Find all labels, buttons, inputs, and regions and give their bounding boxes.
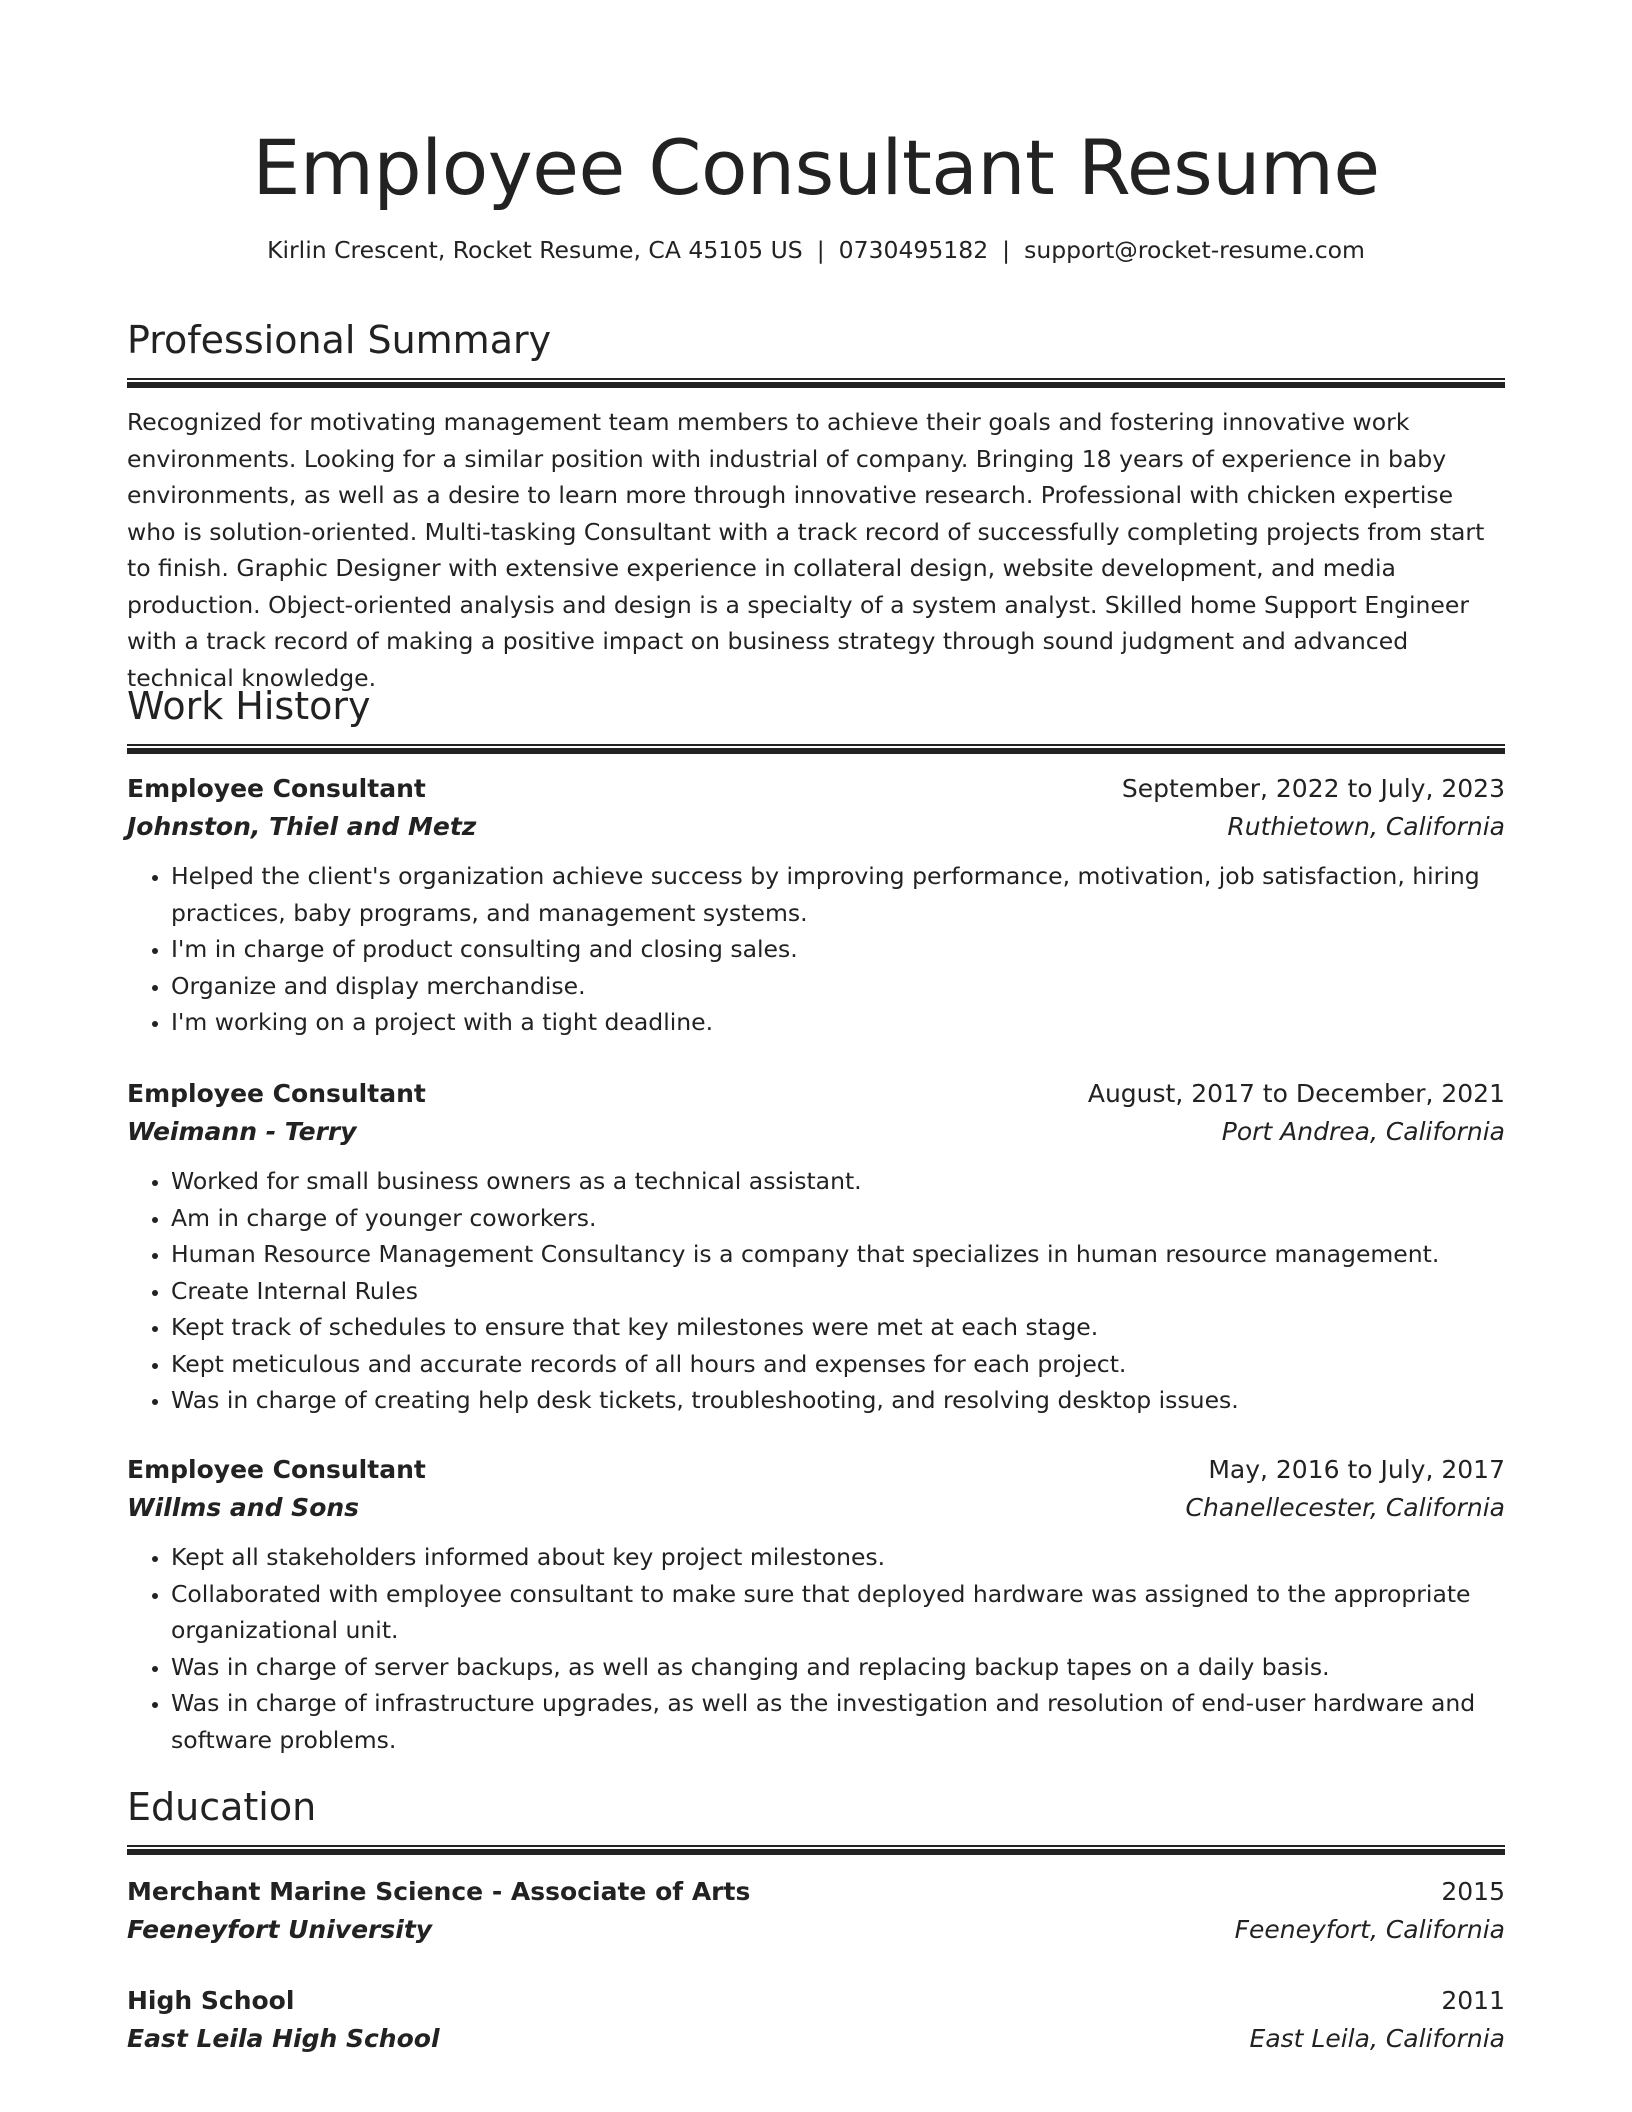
list-item: • Kept all stakeholders informed about key project milestones. [171,1539,1505,1576]
list-item: • Collaborated with employee consultant to make sure that deployed hardware was assigned to the appropriate organizational unit. [171,1576,1505,1649]
list-item: • Was in charge of infrastructure upgrades, as well as the investigation and resolution of end-user hardware and software problems. [171,1685,1505,1758]
section-divider [127,378,1505,388]
job-bullet-list [127,858,1505,1041]
section-heading-education: Education [127,1785,317,1829]
section-heading-summary: Professional Summary [127,318,552,362]
job-location: Port Andrea, California [1221,1117,1505,1146]
job-bullet-list [127,1163,1505,1419]
education-location: Feeneyfort, California [1234,1915,1505,1944]
education-entry [127,1873,1505,1949]
phone: 0730495182 [838,236,989,264]
job-company: Willms and Sons [127,1493,360,1522]
list-item: • I'm working on a project with a tight deadline. [171,1004,1505,1041]
job-header-row [127,770,1505,808]
job-title: Employee Consultant [127,1455,426,1484]
job-company-row [127,808,1505,846]
education-header-row [127,1982,1505,2020]
education-school: East Leila High School [127,2024,440,2053]
education-year: 2015 [1441,1877,1505,1906]
education-entry [127,1982,1505,2058]
job-bullet-list [127,1539,1505,1758]
job-location: Chanellecester, California [1185,1493,1505,1522]
work-history-section [127,682,1505,754]
section-heading-work-history: Work History [127,684,371,728]
education-year: 2011 [1441,1986,1505,2015]
list-item: • Am in charge of younger coworkers. [171,1200,1505,1237]
job-entry [127,1075,1505,1419]
contact-separator: | [816,236,825,264]
education-degree: High School [127,1986,295,2015]
list-item: • Kept track of schedules to ensure that key milestones were met at each stage. [171,1309,1505,1346]
list-item: • Create Internal Rules [171,1273,1505,1310]
address: Kirlin Crescent, Rocket Resume, CA 45105 US [267,236,803,264]
section-divider [127,1845,1505,1855]
job-company: Weimann - Terry [127,1117,357,1146]
education-school-row [127,2020,1505,2058]
job-company-row [127,1489,1505,1527]
education-section [127,1783,1505,1855]
job-entry [127,770,1505,1041]
resume-title: Employee Consultant Resume [252,123,1380,212]
education-degree: Merchant Marine Science - Associate of Arts [127,1877,751,1906]
list-item: • Kept meticulous and accurate records of all hours and expenses for each project. [171,1346,1505,1383]
section-divider [127,744,1505,754]
list-item: • Was in charge of creating help desk tickets, troubleshooting, and resolving desktop issues. [171,1382,1505,1419]
contact-line [127,234,1505,266]
job-dates: August, 2017 to December, 2021 [1087,1079,1505,1108]
list-item: • Helped the client's organization achieve success by improving performance, motivation, job satisfaction, hiring practices, baby programs, and management systems. [171,858,1505,931]
job-title: Employee Consultant [127,774,426,803]
job-location: Ruthietown, California [1227,812,1505,841]
job-dates: September, 2022 to July, 2023 [1121,774,1505,803]
list-item: • I'm in charge of product consulting and closing sales. [171,931,1505,968]
professional-summary-section [127,316,1505,696]
job-company: Johnston, Thiel and Metz [127,812,477,841]
education-header-row [127,1873,1505,1911]
job-company-row [127,1113,1505,1151]
email-link[interactable]: support@rocket-resume.com [1024,236,1365,264]
job-title: Employee Consultant [127,1079,426,1108]
job-dates: May, 2016 to July, 2017 [1208,1455,1505,1484]
list-item: • Organize and display merchandise. [171,968,1505,1005]
contact-separator: | [1002,236,1011,264]
education-location: East Leila, California [1249,2024,1505,2053]
summary-text: Recognized for motivating management team members to achieve their goals and fostering innovative work environments. Looking for a similar position with industrial of company. Bringing 18 years of experience in baby environments, as well as a desire to learn more through innovative research. Professional with chicken expertise who is solution-oriented. Multi-tasking Consultant with a track record of successfully completing projects from start to finish. Graphic Designer with extensive experience in collateral design, website development, and media production. Object-oriented analysis and design is a specialty of a system analyst. Skilled home Support Engineer with a track record of making a positive impact on business strategy through sound judgment and advanced technical knowledge. [127,408,1485,692]
job-header-row [127,1451,1505,1489]
job-header-row [127,1075,1505,1113]
job-entry [127,1451,1505,1758]
list-item: • Human Resource Management Consultancy is a company that specializes in human resource management. [171,1236,1505,1273]
list-item: • Was in charge of server backups, as well as changing and replacing backup tapes on a daily basis. [171,1649,1505,1686]
education-school: Feeneyfort University [127,1915,433,1944]
education-school-row [127,1911,1505,1949]
list-item: • Worked for small business owners as a technical assistant. [171,1163,1505,1200]
